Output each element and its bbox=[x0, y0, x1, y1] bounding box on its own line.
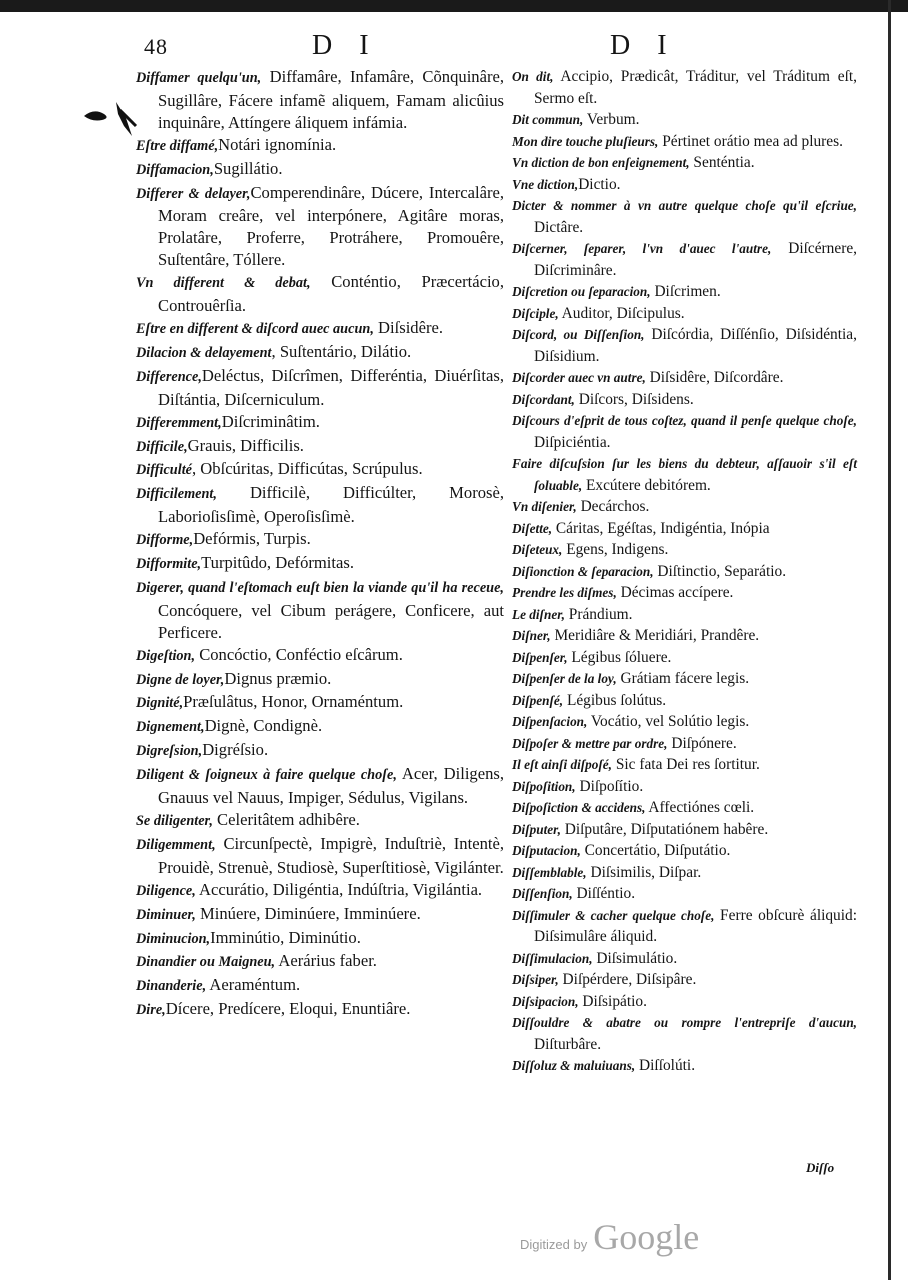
entry-headword: Dignement, bbox=[136, 719, 205, 736]
entry-headword: Dinandier ou Maigneu, bbox=[136, 954, 276, 971]
entry-latin-text: Diſſéntio. bbox=[572, 885, 636, 902]
entry-headword: Diſcorder auec vn autre, bbox=[512, 370, 646, 385]
dictionary-entry bbox=[512, 174, 857, 196]
dictionary-entry bbox=[512, 733, 857, 755]
entry-headword: Digeſtion, bbox=[136, 647, 196, 664]
entry-headword: Diſcord, ou Diſſenſion, bbox=[512, 327, 645, 342]
entry-headword: Diſpoſer & mettre par ordre, bbox=[512, 735, 668, 751]
dictionary-entry bbox=[512, 561, 857, 583]
entry-latin-text: Diſputâre, Diſputatiónem habêre. bbox=[560, 820, 769, 838]
entry-latin-text: Décimas accípere. bbox=[616, 584, 734, 601]
entry-latin-text: Prándium. bbox=[564, 605, 633, 623]
entry-latin-text: Diſcérnere, Diſcriminâre. bbox=[534, 240, 857, 279]
entry-latin-text: Accurátio, Diligéntia, Indúſtria, Vigilántia. bbox=[195, 879, 483, 899]
dictionary-entry bbox=[512, 281, 857, 303]
entry-headword: Dinanderie, bbox=[136, 978, 207, 995]
dictionary-entry bbox=[512, 324, 857, 367]
dictionary-entry bbox=[512, 754, 857, 776]
entry-latin-text: Sugillátio. bbox=[213, 158, 283, 178]
dictionary-entry bbox=[512, 905, 857, 948]
entry-latin-text: Grátiam fácere legis. bbox=[616, 670, 750, 687]
dictionary-entry bbox=[512, 131, 857, 153]
dictionary-entry bbox=[136, 458, 504, 482]
dictionary-entry bbox=[136, 66, 504, 134]
entry-latin-text: Légibus ſolútus. bbox=[563, 691, 667, 709]
dictionary-entry bbox=[136, 903, 504, 927]
entry-headword: Difference, bbox=[136, 368, 202, 385]
entry-latin-text: Pértinet orátio mea ad plures. bbox=[658, 132, 843, 150]
left-column bbox=[136, 66, 504, 1022]
entry-latin-text: Légibus ſóluere. bbox=[567, 648, 672, 666]
entry-latin-text: Diſsipátio. bbox=[578, 992, 647, 1010]
entry-latin-text: Senténtia. bbox=[689, 154, 755, 171]
entry-headword: Diſner, bbox=[512, 628, 551, 643]
entry-latin-text: Excútere debitórem. bbox=[582, 476, 711, 494]
digitized-by-google-watermark bbox=[520, 1216, 699, 1258]
dictionary-entry bbox=[512, 840, 857, 862]
entry-headword: On dit, bbox=[512, 69, 554, 84]
entry-headword: Difforme, bbox=[136, 532, 194, 549]
dictionary-entry bbox=[136, 950, 504, 974]
entry-headword: Dignité, bbox=[136, 695, 184, 712]
entry-headword: Diffamacion, bbox=[136, 161, 214, 178]
entry-latin-text: Concóquere, vel Cibum perágere, Conficere, aut Perficere. bbox=[158, 600, 504, 642]
dictionary-entry bbox=[136, 182, 504, 272]
entry-headword: Mon dire touche pluſieurs, bbox=[512, 133, 659, 149]
dictionary-entry bbox=[512, 948, 857, 970]
entry-latin-text: Celeritâtem adhibêre. bbox=[212, 810, 360, 829]
dictionary-entry bbox=[512, 647, 857, 669]
page-number: 48 bbox=[144, 34, 168, 59]
entry-latin-text: Diſturbâre. bbox=[534, 1035, 602, 1053]
dictionary-entry bbox=[136, 552, 504, 576]
entry-latin-text: Dignus præmio. bbox=[224, 668, 332, 688]
dictionary-entry bbox=[136, 998, 504, 1022]
top-page-edge bbox=[0, 0, 908, 12]
entry-headword: Il eſt ainſi diſpoſé, bbox=[512, 757, 612, 772]
dictionary-entry bbox=[512, 991, 857, 1013]
entry-headword: Digne de loyer, bbox=[136, 671, 225, 688]
entry-headword: Prendre les diſmes, bbox=[512, 585, 617, 600]
dictionary-entry bbox=[512, 389, 857, 411]
entry-latin-text: Præſulâtus, Honor, Ornaméntum. bbox=[183, 692, 404, 712]
dictionary-entry bbox=[512, 518, 857, 540]
entry-headword: Diminuer, bbox=[136, 906, 196, 923]
entry-latin-text: Diſpérdere, Diſsipâre. bbox=[558, 971, 697, 988]
dictionary-entry bbox=[512, 539, 857, 561]
dictionary-entry bbox=[136, 668, 504, 692]
google-logo: Google bbox=[593, 1217, 700, 1257]
entry-headword: Diſpoſition, bbox=[512, 778, 576, 794]
dictionary-entry bbox=[136, 528, 504, 552]
dictionary-entry bbox=[136, 341, 504, 365]
entry-headword: Difficulté bbox=[136, 462, 192, 479]
entry-latin-text: Diſsidêre, Diſcordâre. bbox=[645, 369, 784, 386]
entry-headword: Diſette, bbox=[512, 520, 553, 536]
entry-latin-text: Deléctus, Diſcrîmen, Differéntia, Diuérſitas, Diſtántia, Diſcerniculum. bbox=[158, 365, 504, 409]
entry-headword: Digreſsion, bbox=[136, 743, 203, 760]
entry-headword: Dit commun, bbox=[512, 112, 584, 127]
entry-latin-text: Egens, Indigens. bbox=[562, 541, 669, 558]
entry-latin-text: Diſcórdia, Diſſénſio, Diſsidéntia, Diſsidium. bbox=[534, 326, 857, 365]
entry-headword: Diſputer, bbox=[512, 821, 561, 837]
entry-headword: Difficilement, bbox=[136, 486, 217, 503]
entry-latin-text: Comperendinâre, Dúcere, Intercalâre, Moram creâre, vel interpónere, Agitâre moras, Prolatâre, Proferre, Protráhere, Promouêre, Suſtentâre, Tóllere. bbox=[158, 182, 504, 270]
entry-headword: Dicter & nommer à vn autre quelque choſe qu'il eſcriue, bbox=[512, 198, 857, 213]
dictionary-entry bbox=[136, 691, 504, 715]
entry-latin-text: Dignè, Condignè. bbox=[204, 716, 323, 736]
dictionary-entry bbox=[136, 317, 504, 341]
entry-latin-text: Concertátio, Diſputátio. bbox=[580, 842, 731, 859]
dictionary-entry bbox=[512, 582, 857, 604]
dictionary-entry bbox=[136, 158, 504, 182]
entry-latin-text: Accipio, Prædicât, Tráditur, vel Tráditum eſt, Sermo eſt. bbox=[534, 68, 857, 107]
entry-latin-text: Diſpoſítio. bbox=[575, 777, 644, 795]
entry-headword: Diſcerner, ſeparer, l'vn d'auec l'autre, bbox=[512, 241, 772, 256]
dictionary-entry bbox=[512, 367, 857, 389]
entry-headword: Diſcordant, bbox=[512, 391, 575, 407]
dictionary-entry bbox=[136, 411, 504, 435]
entry-latin-text: Diſcrimen. bbox=[650, 283, 721, 300]
dictionary-entry bbox=[512, 1055, 857, 1077]
dictionary-entry bbox=[136, 763, 504, 809]
entry-latin-text: Dictâre. bbox=[534, 218, 584, 236]
entry-headword: Diligence, bbox=[136, 882, 196, 899]
entry-latin-text: Digréſsio. bbox=[202, 740, 269, 760]
entry-headword: Diſſemblable, bbox=[512, 864, 587, 880]
dictionary-entry bbox=[512, 819, 857, 841]
dictionary-entry bbox=[512, 303, 857, 325]
watermark-prefix: Digitized by bbox=[520, 1237, 588, 1252]
dictionary-entry bbox=[512, 668, 857, 690]
dictionary-entry bbox=[136, 271, 504, 317]
dictionary-entry bbox=[512, 195, 857, 238]
dictionary-entry bbox=[512, 453, 857, 496]
entry-latin-text: Verbum. bbox=[583, 111, 640, 128]
entry-headword: Vne diction, bbox=[512, 176, 579, 192]
entry-headword: Diſciple, bbox=[512, 305, 559, 321]
entry-headword: Vn diſenier, bbox=[512, 499, 577, 514]
running-head-right: D I bbox=[610, 30, 677, 61]
entry-latin-text: Diſpiciéntia. bbox=[534, 433, 611, 451]
dictionary-entry bbox=[512, 238, 857, 281]
dictionary-entry bbox=[512, 711, 857, 733]
entry-latin-text: Diſſolúti. bbox=[635, 1057, 696, 1074]
entry-latin-text: Difficilè, Difficúlter, Morosè, Laborioſisſimè, Operoſisſimè. bbox=[158, 483, 504, 527]
dictionary-entry bbox=[136, 365, 504, 411]
entry-latin-text: Diſtinctio, Separátio. bbox=[653, 562, 787, 580]
dictionary-entry bbox=[512, 625, 857, 647]
entry-latin-text: Decárchos. bbox=[576, 498, 650, 515]
entry-headword: Dilacion & delayement bbox=[136, 344, 272, 361]
dictionary-entry bbox=[512, 109, 857, 131]
entry-latin-text: Vocátio, vel Solútio legis. bbox=[587, 713, 750, 730]
entry-latin-text: Affectiónes cœli. bbox=[645, 799, 755, 816]
entry-latin-text: , Suſtentário, Dilátio. bbox=[271, 341, 412, 361]
entry-headword: Faire diſcuſsion ſur les biens du debteur, aſſauoir s'il eſt ſoluable, bbox=[512, 456, 857, 493]
entry-latin-text: Sic fata Dei res ſortitur. bbox=[611, 756, 760, 773]
entry-headword: Difficile, bbox=[136, 438, 188, 455]
entry-headword: Diſſimulacion, bbox=[512, 950, 593, 966]
dictionary-entry bbox=[512, 776, 857, 798]
catchword: Diſſo bbox=[806, 1160, 835, 1175]
entry-headword: Diminucion, bbox=[136, 930, 211, 947]
entry-headword: Diſſimuler & cacher quelque choſe, bbox=[512, 907, 715, 923]
entry-headword: Diſpenſacion, bbox=[512, 714, 588, 729]
dictionary-entry bbox=[136, 974, 504, 998]
entry-headword: Diſionction & ſeparacion, bbox=[512, 563, 654, 579]
entry-headword: Diſsipacion, bbox=[512, 993, 579, 1009]
entry-latin-text: Diſsimilis, Diſpar. bbox=[586, 863, 702, 881]
dictionary-entry bbox=[512, 862, 857, 884]
entry-headword: Diſcretion ou ſeparacion, bbox=[512, 284, 651, 299]
entry-headword: Differer & delayer, bbox=[136, 185, 251, 202]
entry-latin-text: Diſsidêre. bbox=[373, 317, 444, 337]
entry-headword: Vn different & debat, bbox=[136, 275, 311, 292]
entry-headword: Le diſner, bbox=[512, 606, 565, 622]
entry-latin-text: Acer, Diligens, Gnauus vel Nauus, Impiger, Sédulus, Vigilans. bbox=[158, 764, 504, 808]
dictionary-entry bbox=[512, 883, 857, 905]
dictionary-entry bbox=[512, 66, 857, 109]
entry-headword: Diſpoſiction & accidens, bbox=[512, 800, 646, 815]
dictionary-entry bbox=[512, 1012, 857, 1055]
entry-headword: Diſpenſé, bbox=[512, 692, 564, 708]
entry-headword: Diſeteux, bbox=[512, 542, 563, 557]
dictionary-entry bbox=[136, 833, 504, 879]
entry-headword: Diſſenſion, bbox=[512, 886, 573, 901]
dictionary-entry bbox=[136, 435, 504, 459]
entry-latin-text: Grauis, Difficilis. bbox=[187, 435, 304, 455]
entry-headword: Eſtre diffamé, bbox=[136, 137, 219, 154]
dictionary-entry bbox=[136, 739, 504, 763]
entry-latin-text: , Obſcúritas, Difficútas, Scrúpulus. bbox=[192, 459, 423, 479]
entry-latin-text: Meridiâre & Meridiári, Prandêre. bbox=[550, 627, 760, 644]
entry-headword: Eſtre en different & diſcord auec aucun, bbox=[136, 320, 374, 337]
entry-headword: Differemment, bbox=[136, 414, 222, 431]
entry-latin-text: Conténtio, Præcertácio, Controuêrſia. bbox=[158, 272, 504, 316]
entry-latin-text: Diſpónere. bbox=[667, 734, 737, 752]
dictionary-entry bbox=[136, 134, 504, 158]
right-column bbox=[512, 66, 857, 1077]
entry-latin-text: Turpitûdo, Defórmitas. bbox=[201, 553, 355, 573]
entry-headword: Difformite, bbox=[136, 556, 202, 573]
entry-headword: Diſsiper, bbox=[512, 972, 559, 987]
entry-latin-text: Dícere, Predícere, Eloqui, Enuntiâre. bbox=[165, 999, 411, 1019]
entry-latin-text: Ferre obſcurè áliquid: Diſsimulâre áliquid. bbox=[534, 906, 858, 945]
entry-latin-text: Notári ignomínia. bbox=[218, 134, 337, 154]
entry-latin-text: Imminútio, Diminútio. bbox=[210, 927, 361, 947]
entry-latin-text: Cáritas, Egéſtas, Indigéntia, Inópia bbox=[552, 519, 770, 537]
entry-headword: Diligemment, bbox=[136, 836, 216, 853]
dictionary-entry bbox=[136, 809, 504, 833]
right-page-edge bbox=[888, 0, 891, 1280]
entry-headword: Diſpenſer de la loy, bbox=[512, 671, 617, 686]
dictionary-entry bbox=[136, 644, 504, 668]
dictionary-entry bbox=[512, 797, 857, 819]
entry-headword: Diligent & ſoigneux à faire quelque choſe, bbox=[136, 767, 397, 784]
entry-latin-text: Diffamâre, Infamâre, Cõnquinâre, Sugillâre, Fácere infamẽ aliquem, Famam alicûius inquinâre, Attíngere áliquem infámia. bbox=[158, 67, 505, 132]
entry-headword: Diſſouldre & abatre ou rompre l'entrepriſe d'aucun, bbox=[512, 1015, 857, 1030]
entry-latin-text: Defórmis, Turpis. bbox=[193, 529, 311, 549]
entry-latin-text: Diſcors, Diſsidens. bbox=[574, 390, 694, 408]
entry-headword: Diſpenſer, bbox=[512, 649, 568, 665]
entry-headword: Diſcours d'eſprit de tous coſtez, quand il penſe quelque choſe, bbox=[512, 413, 857, 428]
dictionary-entry bbox=[136, 715, 504, 739]
entry-headword: Vn diction de bon enſeignement, bbox=[512, 155, 690, 170]
dictionary-entry bbox=[136, 482, 504, 528]
entry-latin-text: Aeraméntum. bbox=[206, 975, 301, 995]
entry-latin-text: Auditor, Diſcipulus. bbox=[558, 304, 685, 322]
dictionary-entry bbox=[512, 496, 857, 518]
entry-headword: Diſputacion, bbox=[512, 843, 581, 858]
running-head-left: D I bbox=[312, 30, 379, 61]
dictionary-entry bbox=[512, 152, 857, 174]
entry-latin-text: Minúere, Diminúere, Imminúere. bbox=[195, 903, 421, 923]
dictionary-entry bbox=[512, 604, 857, 626]
entry-headword: Se diligenter, bbox=[136, 813, 213, 829]
entry-latin-text: Diſsimulátio. bbox=[592, 949, 678, 967]
entry-headword: Diffamer quelqu'un, bbox=[136, 70, 262, 86]
entry-headword: Digerer, quand l'eſtomach euſt bien la viande qu'il ha receue, bbox=[136, 579, 504, 596]
dictionary-entry bbox=[512, 410, 857, 453]
entry-latin-text: Circunſpectè, Impigrè, Induſtriè, Intentè, Prouidè, Strenuè, Studiosè, Superſtitiosè, Vigilánter. bbox=[158, 833, 504, 877]
entry-latin-text: Aerárius faber. bbox=[275, 951, 377, 971]
entry-headword: Dire, bbox=[136, 1002, 166, 1019]
dictionary-entry bbox=[512, 690, 857, 712]
dictionary-entry bbox=[136, 576, 504, 644]
dictionary-entry bbox=[512, 969, 857, 991]
dictionary-entry bbox=[136, 879, 504, 903]
entry-latin-text: Concóctio, Conféctio eſcârum. bbox=[195, 644, 403, 664]
entry-latin-text: Diſcriminâtim. bbox=[221, 411, 320, 431]
dictionary-entry bbox=[136, 927, 504, 951]
entry-headword: Diſſoluz & maluiuans, bbox=[512, 1058, 636, 1073]
entry-latin-text: Dictio. bbox=[578, 175, 621, 193]
